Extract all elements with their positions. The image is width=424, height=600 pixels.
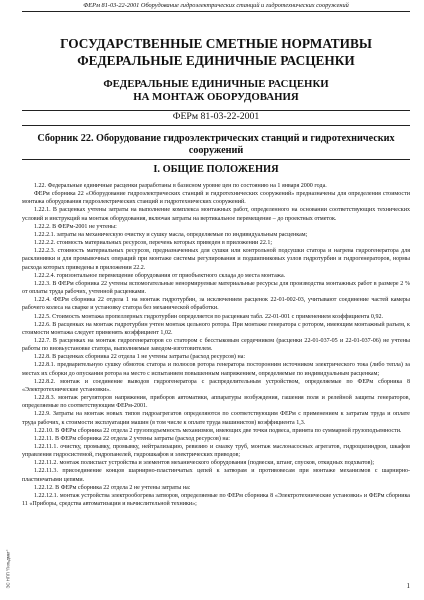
paragraph: 1.22.8.2. монтаж и соединение выводов гидрогенератора с распределительным устройством, определяемые по ФЕРм сборника 8 «Электротехнические установки». [22,378,410,393]
running-header: ФЕРм 81-03-22-2001 Оборудование гидроэлектрических станций и гидротехнических сооружений [22,2,410,12]
paragraph: 1.22.2.4. горизонтальное перемещение оборудования от приобъектного склада до места монтажа. [34,272,286,279]
paragraph: 1.22.11.2. монтаж полиспаст устройства и элементов механического оборудования (подвески, штанг, спусков, откидных подхватов); [34,460,375,467]
main-title [22,35,410,69]
paragraph: 1.22.11.3. присоединение концов шарнирно-пластинчатых цепей к затворам и противовесам при монтаже механизмов с шарнирно-пластинчатыми цепями. [22,468,410,483]
section-title: I. ОБЩИЕ ПОЛОЖЕНИЯ [153,164,279,175]
paragraph: 1.22.12. В ФЕРм сборника 22 отдела 2 не учтены затраты на: [34,484,191,491]
paragraph: 1.22.5. Стоимость монтажа пропеллерных гидротурбин определяется по расценкам табл. 22-01-001 с применением коэффициента 0,92. [34,313,384,320]
paragraph: 1.22.8. В расценках сборника 22 отдела 1 не учтены затраты (расход ресурсов) на: [34,354,246,361]
collection-rule [22,159,410,160]
side-watermark [2,510,10,590]
paragraph: ФЕРм сборника 22 «Оборудование гидроэлектрических станций и гидротехнических сооружений» предназначены для определения стоимости монтажа оборудования гидроэлектрических станций и гидротехнических сооружений. [22,191,410,206]
paragraph: 1.22.2. В ФЕРм-2001 не учтены: [34,223,117,230]
document-code: ФЕРм 81-03-22-2001 [172,111,260,122]
paragraph: 1.22.12.1. монтаж устройства электрообогрева затворов, определяемые по ФЕРм сборника 8 «Электротехнические установки» и ФЕРм сборника 11 «Приборы, средства автоматизации и вычислительной техники»; [22,492,410,508]
paragraph: 1.22. Федеральные единичные расценки разработаны в базисном уровне цен по состоянию на 1 января 2000 года. [34,183,327,189]
code-bottom-rule [22,125,410,126]
subtitle-line: НА МОНТАЖ ОБОРУДОВАНИЯ [133,91,299,103]
paragraph: 1.22.4. ФЕРм сборника 22 отдела 1 на монтаж гидротурбин, за исключением расценок 22-01-002-03, учитывают соединение частей камеры рабочего колеса на сварке и установку статора без механической обработки. [22,297,410,312]
paragraph: 1.22.2.1. затраты на механическую очистку и сушку масла, определяемые по индивидуальным расценкам; [34,231,308,238]
main-title-line: ФЕДЕРАЛЬНЫЕ ЕДИНИЧНЫЕ РАСЦЕНКИ [77,53,355,68]
paragraph: 1.22.11. В ФЕРм сборника 22 отдела 2 учтены затраты (расход ресурсов) на: [34,435,230,442]
paragraph: 1.22.7. В расценках на монтаж гидрогенераторов со статором с бесстыковым сердечником (расценки 22-01-037-05 и 22-01-037-06) не учтены работы по вновьустановке статора, выполняемые заводом-изготовителем. [22,337,410,353]
subtitle [22,78,410,104]
paragraph: 1.22.6. В расценках на монтаж гидротурбин учтен монтаж цельного ротора. При монтаже генератора с ротором, имеющим монтажный разъем, к стоимости монтажа следует применять коэффициент 1,02. [22,321,410,336]
paragraph: 1.22.8.3. монтаж регуляторов напряжения, приборов автоматики, аппаратуры возбуждения, гашения поля и релейной защиты генераторов, определяемые по соответствующим ФЕРм-2001. [22,395,410,410]
subtitle-line: ФЕДЕРАЛЬНЫЕ ЕДИНИЧНЫЕ РАСЦЕНКИ [103,78,329,90]
paragraph: 1.22.2.3. стоимость материальных ресурсов, предназначенных для сушки или контрольной подсушки статора и нагрева гидрогенератора для расклинивки и для промывочных операций при монтаже системы регулирования и подшипниковых узлов гидротурбин и гидрогенераторов, нормы расхода которых приведены в приложении 22.2. [22,248,410,271]
paragraph: 1.22.1. В расценках учтены затраты на выполнение комплекса монтажных работ, определенного на основании соответствующих технических условий и инструкций на монтаж оборудования, включая затраты на вертикальное перемещение – до проектных отметок. [22,207,410,222]
paragraph: 1.22.3. В ФЕРм сборника 22 учтены вспомогательные ненормируемые материальные ресурсы для производства монтажных работ в размере 2 % от оплаты труда рабочих, учтенной расценками. [22,280,410,296]
paragraph: 1.22.8.1. предварительную сушку обмоток статора и полюсов ротора генератора посторонним источником электрического тока (либо тепла) за местах их сборки до опускания ротора на место с испытанием повышенным напряжением, определяемые по индивидуальным расценкам; [22,362,410,377]
paragraph: 1.22.10. В ФЕРм сборника 22 отдела 2 грузоподъемность механизмов, имеющих две точки подвеса, принята по суммарной грузоподъемности. [34,427,402,434]
paragraph: 1.22.11.1. очистку, промывку, промывку, нейтрализацию, ревизию и смазку труб, монтаж маслонасосных агрегатов, гидроцилиндров, шкафов управления гидросистемой, гидропанелей, гидрошкафов и электрических приводов; [22,444,410,459]
main-title-line: ГОСУДАРСТВЕННЫЕ СМЕТНЫЕ НОРМАТИВЫ [60,36,372,51]
page-number: 1 [406,582,410,590]
collection-title: Сборник 22. Оборудование гидроэлектрических станций и гидротехнических сооружений [37,133,395,156]
side-watermark-text: ЭС НПП "Гильдмет" [5,549,11,589]
body-text [22,182,410,508]
paragraph: 1.22.9. Затраты на монтаж новых типов гидроагрегатов определяются по соответствующим ФЕРм с применением к затратам труда и оплате труда рабочих, к стоимости эксплуатации машин (в том числе к оплате труда машинистов) коэффициента 1,3. [22,411,410,426]
paragraph: 1.22.2.2. стоимость материальных ресурсов, перечень которых приведен в приложении 22.1; [34,240,273,247]
